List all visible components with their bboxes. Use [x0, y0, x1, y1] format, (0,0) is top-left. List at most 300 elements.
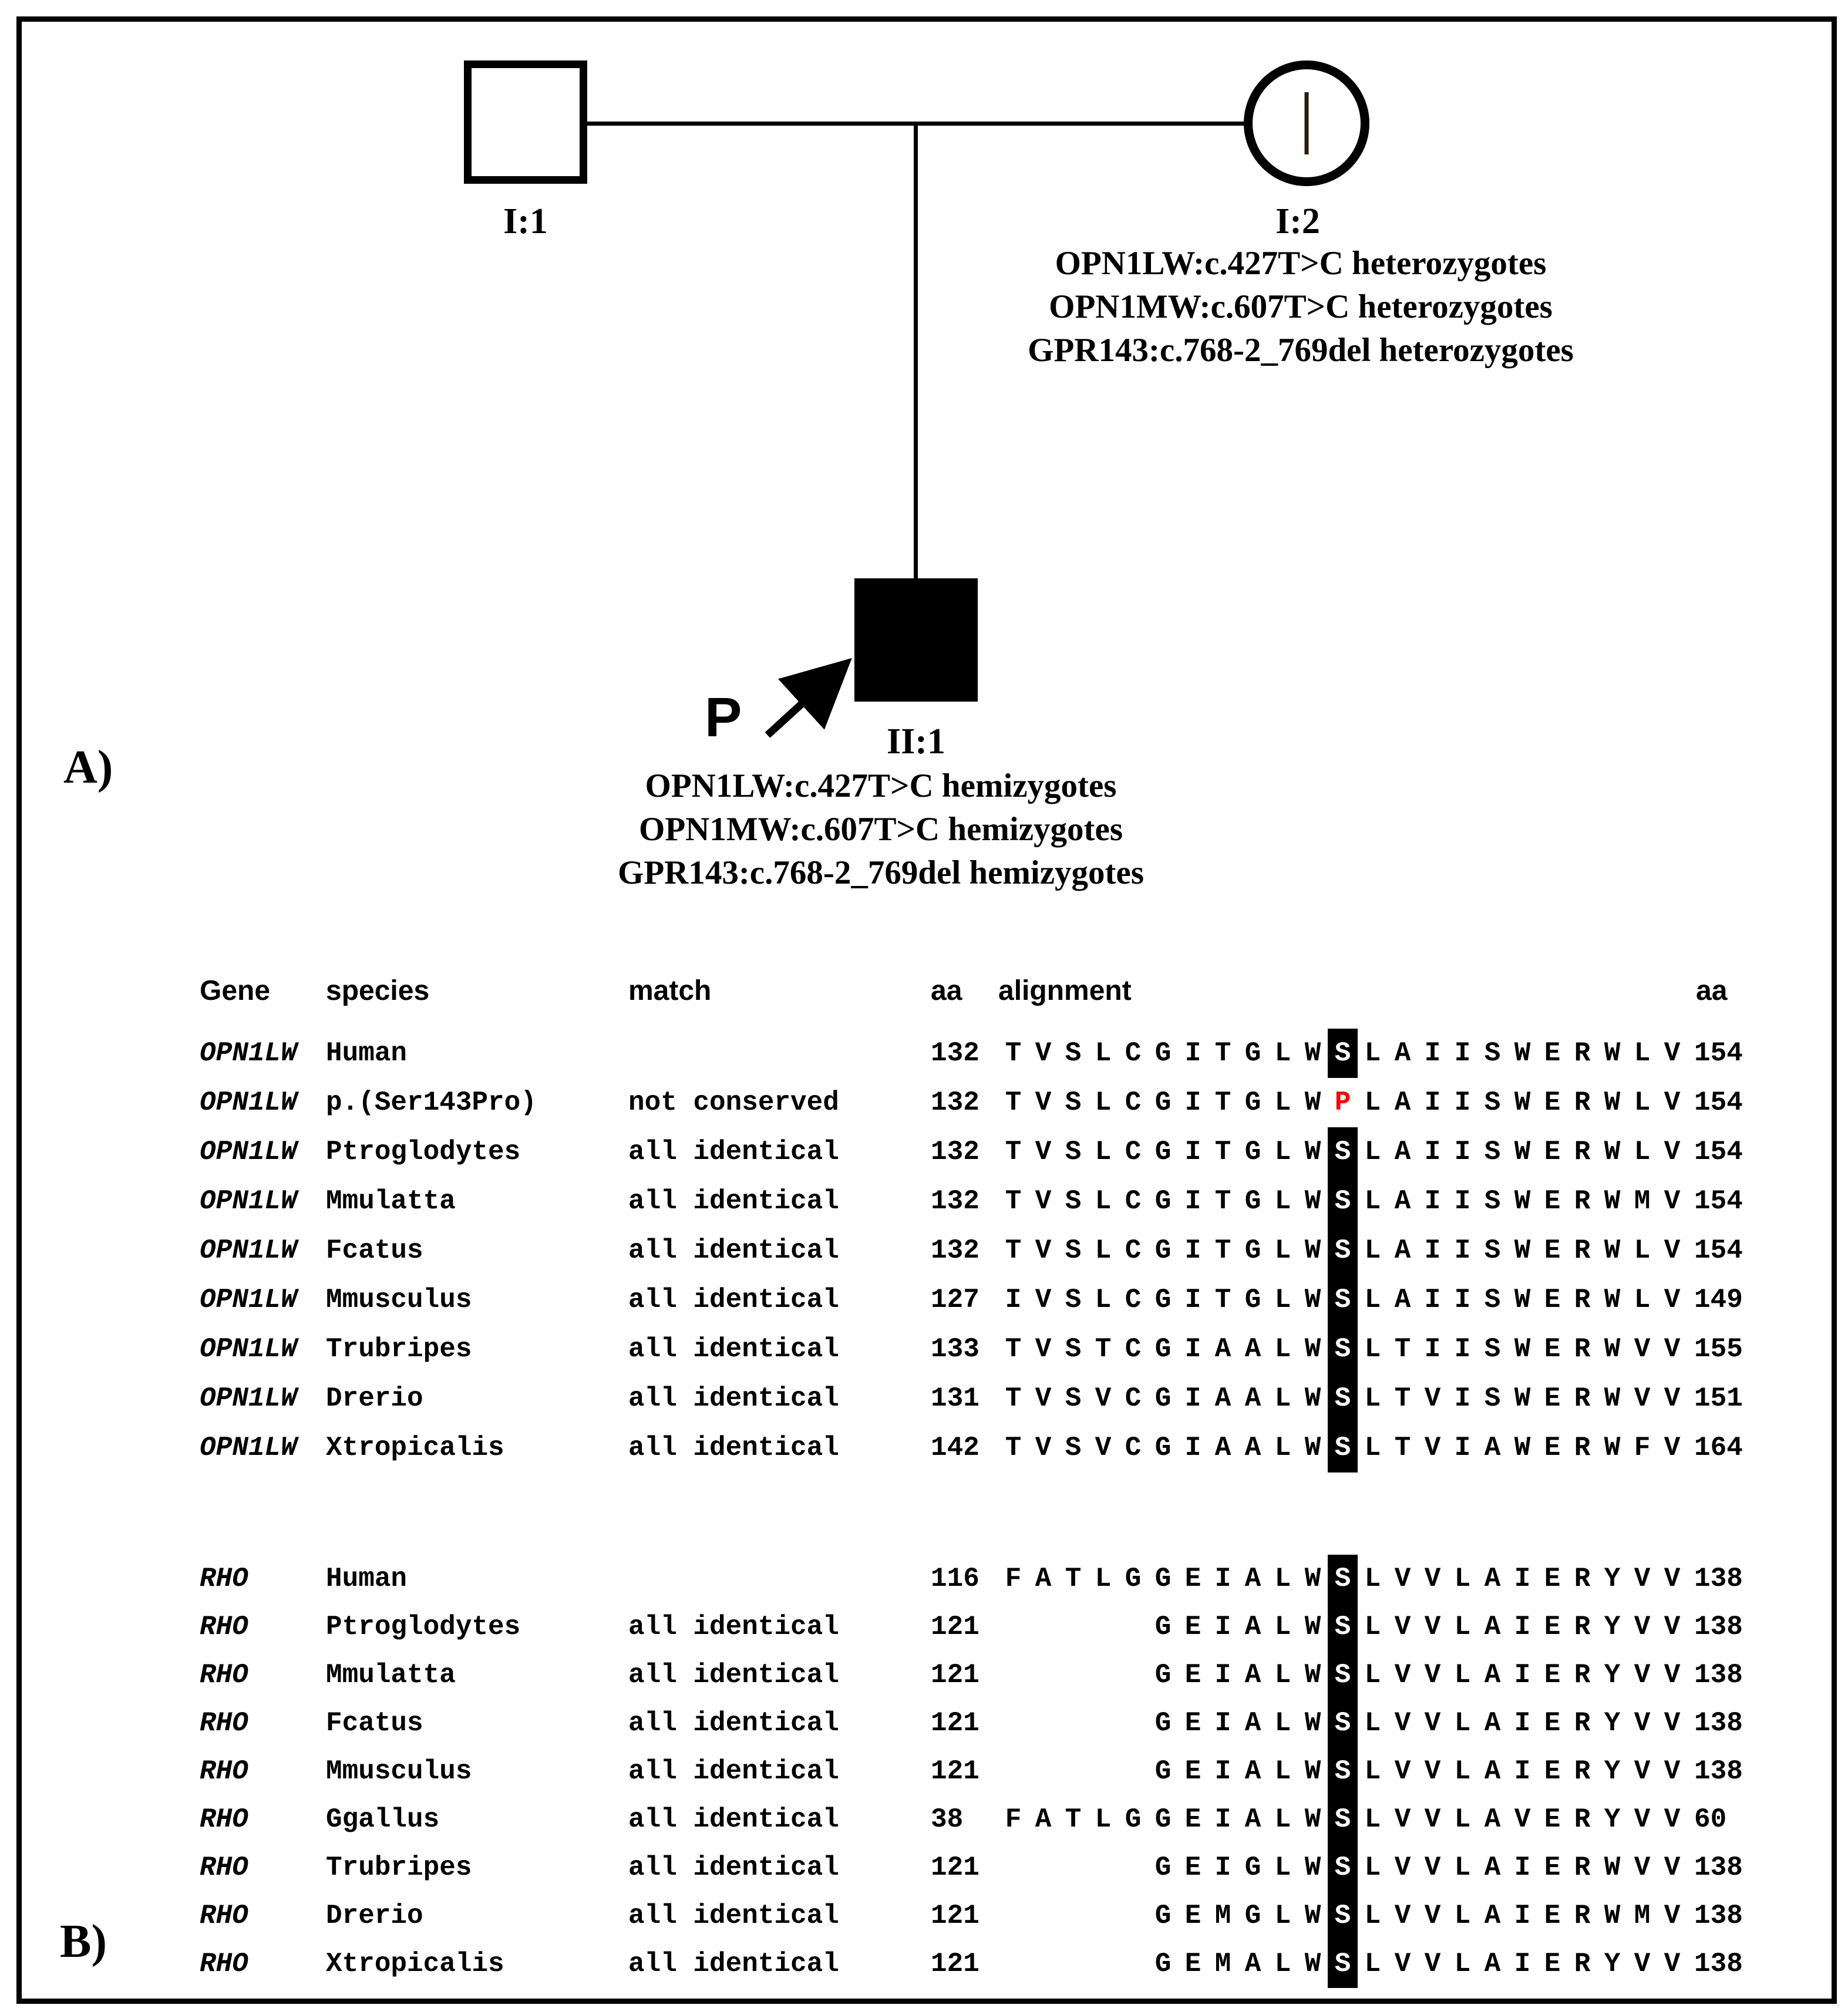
- aa-residue: L: [1364, 1901, 1381, 1931]
- aa-residue: T: [1095, 1334, 1112, 1364]
- aa-residue: S: [1484, 1235, 1501, 1266]
- aa-residue: L: [1364, 1383, 1381, 1414]
- match-status: all identical: [628, 1804, 839, 1835]
- aa-residue: I: [1184, 1186, 1201, 1217]
- aa-residue: W: [1304, 1804, 1321, 1835]
- aa-residue-highlight: S: [1328, 1603, 1358, 1651]
- aa-start-position: 121: [931, 1949, 979, 1979]
- aa-residue: A: [1244, 1383, 1261, 1414]
- aa-residue: E: [1544, 1612, 1561, 1642]
- aa-residue-highlight: S: [1328, 1127, 1358, 1177]
- aa-residue: W: [1304, 1564, 1321, 1594]
- aa-start-position: 133: [931, 1334, 979, 1364]
- aa-residue: W: [1514, 1334, 1531, 1364]
- aa-sequence: [998, 1177, 1687, 1226]
- aa-residue: Y: [1604, 1708, 1621, 1738]
- aa-residue: G: [1154, 1708, 1172, 1738]
- header-match: match: [628, 975, 712, 1006]
- aa-residue: I: [1424, 1285, 1441, 1315]
- aa-residue: A: [1035, 1804, 1052, 1835]
- species-name: Xtropicalis: [326, 1949, 504, 1979]
- aa-residue: A: [1244, 1433, 1261, 1463]
- aa-residue: E: [1184, 1708, 1201, 1738]
- aa-residue: W: [1604, 1235, 1621, 1266]
- aa-residue: G: [1244, 1087, 1261, 1118]
- aa-residue: V: [1424, 1612, 1441, 1642]
- aa-residue: I: [1514, 1564, 1531, 1594]
- aa-residue: E: [1544, 1660, 1561, 1690]
- aa-residue: W: [1604, 1137, 1621, 1167]
- aa-residue: L: [1274, 1186, 1291, 1217]
- species-name: Trubripes: [326, 1852, 472, 1883]
- aa-residue: R: [1574, 1804, 1591, 1835]
- individual-label-i2: I:2: [1275, 201, 1320, 241]
- aa-residue: S: [1065, 1334, 1082, 1364]
- aa-start-position: 121: [931, 1756, 979, 1787]
- aa-residue-highlight: S: [1328, 1275, 1358, 1325]
- aa-residue: V: [1394, 1756, 1411, 1787]
- match-status: all identical: [628, 1708, 839, 1738]
- aa-residue: V: [1664, 1852, 1681, 1883]
- aa-residue: L: [1274, 1087, 1291, 1118]
- aa-residue: T: [1005, 1038, 1022, 1069]
- species-name: Trubripes: [326, 1334, 472, 1364]
- match-status: all identical: [628, 1186, 839, 1217]
- aa-start-position: 132: [931, 1137, 979, 1167]
- aa-residue: I: [1184, 1235, 1201, 1266]
- alignment-row: [200, 1177, 1743, 1226]
- aa-residue: L: [1634, 1137, 1651, 1167]
- aa-start-position: 38: [931, 1804, 964, 1835]
- aa-residue: S: [1484, 1137, 1501, 1167]
- aa-residue: E: [1544, 1564, 1561, 1594]
- aa-residue-highlight: S: [1328, 1892, 1358, 1940]
- aa-residue: T: [1214, 1186, 1231, 1217]
- aa-residue: L: [1364, 1660, 1381, 1690]
- aa-end-position: 164: [1694, 1433, 1743, 1463]
- aa-residue: V: [1035, 1087, 1052, 1118]
- aa-residue: L: [1364, 1564, 1381, 1594]
- aa-residue: T: [1005, 1186, 1022, 1217]
- aa-residue: L: [1364, 1804, 1381, 1835]
- species-name: Fcatus: [326, 1708, 423, 1738]
- aa-end-position: 154: [1694, 1087, 1743, 1118]
- aa-residue: A: [1035, 1564, 1052, 1594]
- header-species: species: [326, 975, 430, 1006]
- aa-residue: L: [1364, 1137, 1381, 1167]
- aa-residue: C: [1125, 1383, 1142, 1414]
- aa-residue: W: [1604, 1186, 1621, 1217]
- aa-start-position: 132: [931, 1186, 979, 1217]
- aa-residue: L: [1274, 1612, 1291, 1642]
- aa-residue: W: [1514, 1087, 1531, 1118]
- aa-residue: A: [1484, 1564, 1501, 1594]
- aa-residue: W: [1304, 1137, 1321, 1167]
- aa-residue: V: [1394, 1852, 1411, 1883]
- header-alignment: alignment: [998, 975, 1132, 1006]
- aa-residue: E: [1544, 1186, 1561, 1217]
- aa-residue: S: [1484, 1285, 1501, 1315]
- aa-end-position: 138: [1694, 1852, 1743, 1883]
- gene-name: RHO: [200, 1660, 248, 1690]
- genotype-block-ii1: [470, 764, 1292, 895]
- aa-residue-highlight: S: [1328, 1374, 1358, 1423]
- aa-residue: G: [1244, 1137, 1261, 1167]
- gene-name: OPN1LW: [200, 1433, 297, 1463]
- aa-residue: I: [1514, 1901, 1531, 1931]
- aa-residue: I: [1214, 1756, 1231, 1787]
- aa-residue: L: [1274, 1708, 1291, 1738]
- aa-residue: W: [1304, 1708, 1321, 1738]
- aa-residue: R: [1574, 1186, 1591, 1217]
- species-name: Mmusculus: [326, 1756, 472, 1787]
- aa-residue: L: [1274, 1038, 1291, 1069]
- aa-residue: L: [1095, 1235, 1112, 1266]
- aa-residue: A: [1484, 1708, 1501, 1738]
- match-status: all identical: [628, 1901, 839, 1931]
- alignment-row: [200, 1325, 1743, 1374]
- aa-sequence: [998, 1603, 1687, 1651]
- match-status: all identical: [628, 1137, 839, 1167]
- panel-a-label: A): [63, 742, 113, 793]
- aa-residue: I: [1454, 1235, 1471, 1266]
- aa-residue: E: [1544, 1137, 1561, 1167]
- match-status: all identical: [628, 1285, 839, 1315]
- aa-residue: I: [1184, 1433, 1201, 1463]
- aa-residue-highlight: S: [1328, 1795, 1358, 1844]
- aa-residue: L: [1454, 1756, 1471, 1787]
- aa-start-position: 132: [931, 1038, 979, 1069]
- gene-name: RHO: [200, 1852, 248, 1883]
- proband-arrow-icon: [759, 653, 859, 744]
- gene-name: OPN1LW: [200, 1334, 297, 1364]
- aa-residue: E: [1184, 1804, 1201, 1835]
- panel-b-label: B): [60, 1916, 107, 1967]
- aa-sequence: [998, 1374, 1687, 1423]
- alignment-row: [200, 1275, 1743, 1325]
- aa-residue: I: [1424, 1087, 1441, 1118]
- alignment-row: [200, 1127, 1743, 1177]
- aa-residue: V: [1424, 1756, 1441, 1787]
- aa-residue: S: [1484, 1038, 1501, 1069]
- genotype-line: GPR143:c.768-2_769del hemizygotes: [618, 854, 1144, 891]
- aa-end-position: 155: [1694, 1334, 1743, 1364]
- aa-sequence: [998, 1423, 1687, 1472]
- aa-residue: A: [1394, 1285, 1411, 1315]
- aa-residue-highlight: S: [1328, 1029, 1358, 1078]
- aa-residue: T: [1005, 1383, 1022, 1414]
- pedigree-male-ii1-affected: [854, 578, 978, 702]
- aa-residue: A: [1484, 1433, 1501, 1463]
- aa-residue: V: [1095, 1383, 1112, 1414]
- aa-residue: V: [1634, 1383, 1651, 1414]
- aa-end-position: 138: [1694, 1612, 1743, 1642]
- aa-residue: E: [1544, 1804, 1561, 1835]
- aa-residue: A: [1244, 1334, 1261, 1364]
- aa-residue: C: [1125, 1038, 1142, 1069]
- aa-residue: W: [1604, 1433, 1621, 1463]
- aa-residue: Y: [1604, 1612, 1621, 1642]
- gene-name: OPN1LW: [200, 1383, 297, 1414]
- aa-residue: V: [1035, 1334, 1052, 1364]
- aa-residue: G: [1154, 1087, 1172, 1118]
- aa-residue: V: [1664, 1186, 1681, 1217]
- aa-residue: W: [1514, 1186, 1531, 1217]
- aa-residue: F: [1005, 1804, 1022, 1835]
- aa-residue: L: [1274, 1137, 1291, 1167]
- aa-residue: R: [1574, 1612, 1591, 1642]
- species-name: Ptroglodytes: [326, 1612, 521, 1642]
- aa-residue: G: [1244, 1852, 1261, 1883]
- alignment-row: [200, 1795, 1738, 1844]
- aa-residue: L: [1274, 1383, 1291, 1414]
- gene-name: RHO: [200, 1612, 248, 1642]
- aa-residue: A: [1484, 1949, 1501, 1979]
- gene-name: RHO: [200, 1564, 248, 1594]
- aa-residue: I: [1424, 1186, 1441, 1217]
- aa-residue: W: [1514, 1383, 1531, 1414]
- aa-residue: S: [1065, 1235, 1082, 1266]
- aa-residue: T: [1214, 1087, 1231, 1118]
- aa-residue: L: [1274, 1804, 1291, 1835]
- aa-residue: Y: [1604, 1564, 1621, 1594]
- aa-residue: L: [1364, 1038, 1381, 1069]
- aa-residue: V: [1634, 1852, 1651, 1883]
- aa-residue: R: [1574, 1383, 1591, 1414]
- aa-residue: V: [1424, 1564, 1441, 1594]
- aa-sequence: [998, 1651, 1687, 1699]
- aa-end-position: 154: [1694, 1137, 1743, 1167]
- aa-residue: I: [1184, 1038, 1201, 1069]
- gene-name: OPN1LW: [200, 1137, 297, 1167]
- aa-residue: R: [1574, 1038, 1591, 1069]
- aa-residue: Y: [1604, 1804, 1621, 1835]
- aa-residue: L: [1454, 1564, 1471, 1594]
- aa-residue: W: [1304, 1756, 1321, 1787]
- aa-residue: V: [1394, 1804, 1411, 1835]
- aa-residue: R: [1574, 1564, 1591, 1594]
- aa-residue: E: [1544, 1901, 1561, 1931]
- aa-residue: I: [1005, 1285, 1022, 1315]
- aa-residue: S: [1484, 1334, 1501, 1364]
- aa-residue: W: [1514, 1285, 1531, 1315]
- aa-residue: V: [1664, 1949, 1681, 1979]
- aa-residue: V: [1394, 1949, 1411, 1979]
- aa-residue: L: [1274, 1285, 1291, 1315]
- aa-residue: W: [1604, 1334, 1621, 1364]
- aa-residue: I: [1454, 1137, 1471, 1167]
- aa-residue: V: [1664, 1285, 1681, 1315]
- aa-residue: L: [1095, 1564, 1112, 1594]
- aa-residue: V: [1035, 1137, 1052, 1167]
- aa-residue-highlight: S: [1328, 1747, 1358, 1795]
- aa-residue: V: [1514, 1804, 1531, 1835]
- aa-residue: R: [1574, 1433, 1591, 1463]
- aa-residue: M: [1214, 1949, 1231, 1979]
- aa-residue: T: [1214, 1285, 1231, 1315]
- aa-residue: A: [1244, 1949, 1261, 1979]
- aa-residue: G: [1154, 1235, 1172, 1266]
- aa-residue: V: [1664, 1235, 1681, 1266]
- aa-residue: I: [1514, 1756, 1531, 1787]
- aa-sequence: [998, 1127, 1687, 1177]
- aa-end-position: 149: [1694, 1285, 1743, 1315]
- aa-residue: R: [1574, 1708, 1591, 1738]
- aa-sequence: [998, 1078, 1687, 1127]
- aa-residue: E: [1544, 1949, 1561, 1979]
- aa-residue: L: [1364, 1756, 1381, 1787]
- aa-residue: I: [1424, 1235, 1441, 1266]
- aa-residue: E: [1544, 1852, 1561, 1883]
- match-status: all identical: [628, 1612, 839, 1642]
- aa-residue: I: [1424, 1137, 1441, 1167]
- gene-name: RHO: [200, 1949, 248, 1979]
- aa-residue: V: [1664, 1038, 1681, 1069]
- aa-residue: C: [1125, 1235, 1142, 1266]
- aa-residue: L: [1274, 1334, 1291, 1364]
- aa-residue: V: [1664, 1334, 1681, 1364]
- aa-residue: E: [1544, 1756, 1561, 1787]
- aa-residue: W: [1304, 1949, 1321, 1979]
- aa-residue: A: [1484, 1852, 1501, 1883]
- species-name: Drerio: [326, 1901, 423, 1931]
- aa-residue: L: [1095, 1804, 1112, 1835]
- aa-sequence: [998, 1795, 1687, 1844]
- aa-residue: M: [1634, 1186, 1651, 1217]
- gene-name: OPN1LW: [200, 1186, 297, 1217]
- aa-residue: V: [1035, 1235, 1052, 1266]
- aa-residue: L: [1364, 1285, 1381, 1315]
- aa-residue-highlight: S: [1328, 1555, 1358, 1603]
- aa-sequence: [998, 1555, 1687, 1603]
- aa-residue: A: [1244, 1564, 1261, 1594]
- aa-residue: E: [1184, 1564, 1201, 1594]
- aa-residue: F: [1005, 1564, 1022, 1594]
- aa-residue: W: [1304, 1285, 1321, 1315]
- aa-residue: E: [1184, 1852, 1201, 1883]
- aa-residue: C: [1125, 1087, 1142, 1118]
- aa-residue: V: [1394, 1660, 1411, 1690]
- aa-residue: I: [1514, 1660, 1531, 1690]
- aa-start-position: 116: [931, 1564, 979, 1594]
- aa-residue: S: [1065, 1433, 1082, 1463]
- aa-residue: V: [1664, 1804, 1681, 1835]
- aa-residue: V: [1394, 1901, 1411, 1931]
- aa-residue: I: [1214, 1804, 1231, 1835]
- gene-name: OPN1LW: [200, 1285, 297, 1315]
- aa-residue: V: [1424, 1949, 1441, 1979]
- species-name: Ggallus: [326, 1804, 440, 1835]
- aa-residue: E: [1184, 1612, 1201, 1642]
- gene-name: OPN1LW: [200, 1038, 297, 1069]
- aa-residue: G: [1154, 1334, 1172, 1364]
- pedigree-female-i2-carrier: [1244, 60, 1369, 186]
- match-status: all identical: [628, 1756, 839, 1787]
- aa-residue: Y: [1604, 1756, 1621, 1787]
- aa-residue: G: [1154, 1612, 1172, 1642]
- aa-sequence: [998, 1275, 1687, 1325]
- aa-residue: V: [1664, 1901, 1681, 1931]
- aa-residue: V: [1424, 1708, 1441, 1738]
- species-name: Human: [326, 1564, 408, 1594]
- aa-residue: T: [1005, 1334, 1022, 1364]
- aa-residue: S: [1065, 1285, 1082, 1315]
- aa-residue-highlight: S: [1328, 1940, 1358, 1988]
- species-name: p.(Ser143Pro): [326, 1087, 537, 1118]
- aa-residue: S: [1065, 1087, 1082, 1118]
- aa-residue: Y: [1604, 1949, 1621, 1979]
- aa-residue: L: [1364, 1612, 1381, 1642]
- aa-residue: L: [1364, 1708, 1381, 1738]
- aa-residue: W: [1514, 1235, 1531, 1266]
- aa-residue: T: [1394, 1433, 1411, 1463]
- aa-start-position: 121: [931, 1708, 979, 1738]
- aa-residue: V: [1634, 1804, 1651, 1835]
- aa-residue: E: [1544, 1087, 1561, 1118]
- aa-residue: G: [1154, 1137, 1172, 1167]
- aa-residue: G: [1125, 1804, 1142, 1835]
- aa-residue: R: [1574, 1756, 1591, 1787]
- aa-start-position: 131: [931, 1383, 979, 1414]
- aa-residue: L: [1274, 1901, 1291, 1931]
- aa-residue: T: [1214, 1038, 1231, 1069]
- aa-residue: E: [1184, 1660, 1201, 1690]
- aa-residue: V: [1035, 1433, 1052, 1463]
- aa-residue: A: [1484, 1901, 1501, 1931]
- aa-residue: S: [1484, 1383, 1501, 1414]
- aa-residue: V: [1634, 1660, 1651, 1690]
- aa-residue: L: [1364, 1949, 1381, 1979]
- aa-residue: M: [1214, 1901, 1231, 1931]
- genotype-line: GPR143:c.768-2_769del heterozygotes: [1028, 332, 1574, 369]
- aa-residue: W: [1604, 1383, 1621, 1414]
- aa-residue: I: [1424, 1334, 1441, 1364]
- aa-residue: G: [1154, 1804, 1172, 1835]
- aa-residue: V: [1634, 1756, 1651, 1787]
- aa-residue: V: [1634, 1334, 1651, 1364]
- gene-name: RHO: [200, 1708, 248, 1738]
- alignment-row: [200, 1029, 1743, 1078]
- aa-sequence: [998, 1226, 1687, 1275]
- species-name: Fcatus: [326, 1235, 423, 1266]
- species-name: Mmulatta: [326, 1186, 456, 1217]
- aa-start-position: 127: [931, 1285, 979, 1315]
- aa-residue: V: [1664, 1660, 1681, 1690]
- match-status: all identical: [628, 1235, 839, 1266]
- gene-name: RHO: [200, 1804, 248, 1835]
- gene-name: RHO: [200, 1756, 248, 1787]
- species-name: Human: [326, 1038, 408, 1069]
- aa-residue: V: [1634, 1564, 1651, 1594]
- aa-residue: E: [1544, 1038, 1561, 1069]
- aa-residue: G: [1244, 1901, 1261, 1931]
- aa-residue: W: [1304, 1235, 1321, 1266]
- aa-residue: T: [1005, 1137, 1022, 1167]
- aa-residue: S: [1484, 1087, 1501, 1118]
- aa-end-position: 138: [1694, 1708, 1743, 1738]
- aa-residue: I: [1514, 1708, 1531, 1738]
- aa-sequence: [998, 1325, 1687, 1374]
- aa-residue: A: [1484, 1804, 1501, 1835]
- aa-residue: R: [1574, 1285, 1591, 1315]
- aa-residue: L: [1364, 1334, 1381, 1364]
- alignment-row: [200, 1374, 1743, 1423]
- aa-residue: I: [1214, 1564, 1231, 1594]
- aa-residue: S: [1065, 1137, 1082, 1167]
- aa-residue: V: [1424, 1660, 1441, 1690]
- aa-residue: T: [1005, 1433, 1022, 1463]
- aa-residue: L: [1634, 1038, 1651, 1069]
